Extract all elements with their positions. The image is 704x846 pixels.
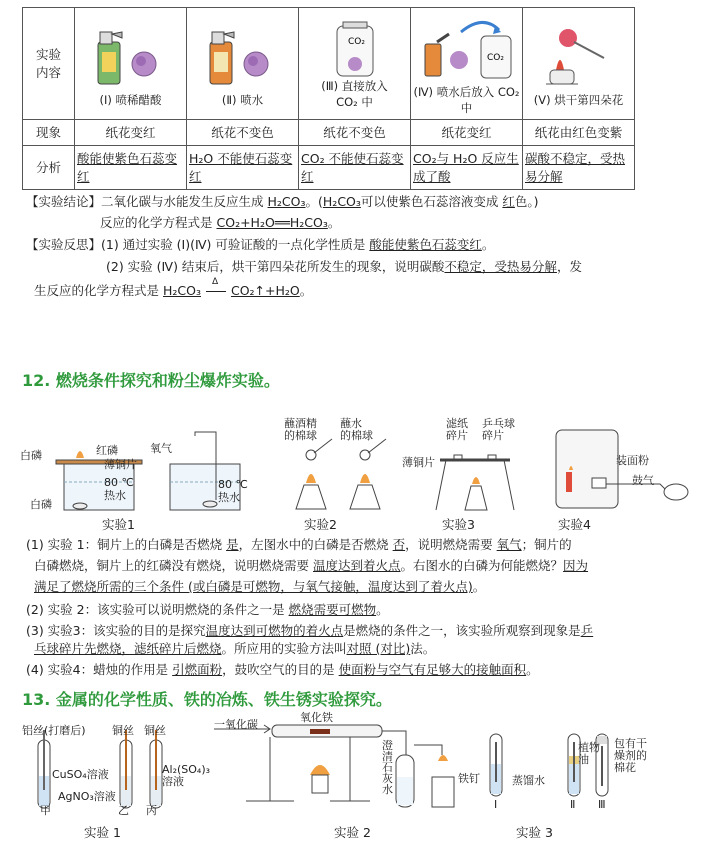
label-nail: 铁钉 — [458, 772, 480, 785]
text: 。所应用的实验方法叫 — [221, 641, 347, 656]
text: 可以使紫色石蕊溶液变成 — [360, 194, 499, 209]
text: 法。 — [410, 641, 436, 656]
q1-line-2 — [34, 557, 588, 575]
answer-blank: 氧气 — [496, 537, 522, 552]
exp-cell-3 — [299, 8, 411, 120]
answer-blank: 温度达到可燃物的着火点 — [205, 623, 344, 638]
exp-4-caption: (Ⅳ) 喷水后放入 CO₂ 中 — [413, 84, 520, 115]
bottle-label-2: CO₂ — [486, 52, 504, 63]
phenomenon-3: 纸花不变色 — [299, 120, 411, 146]
answer-blank: H₂CO₃ — [267, 194, 306, 209]
label-alcohol-cotton: 蘸酒精 的棉球 — [284, 417, 317, 442]
phenomenon-4: 纸花变红 — [411, 120, 523, 146]
exp-label-2: 实验2 — [304, 517, 337, 532]
text: (2) 实验 (Ⅳ) 结束后，烘干第四朵花所发生的现象，说明碳酸 — [106, 259, 445, 274]
q3-line-1 — [26, 622, 593, 640]
phenomenon-2: 纸花不变色 — [187, 120, 299, 146]
text: 。右图水的白磷为何能燃烧？ — [400, 558, 564, 573]
q4-line — [26, 661, 539, 679]
answer-blank: CO₂+H₂O══H₂CO₃ — [216, 215, 328, 230]
reflection-line-2 — [106, 258, 582, 276]
analysis-5: 碳酸不稳定，受热易分解 — [523, 146, 635, 190]
phenomenon-5: 纸花由红色变紫 — [523, 120, 635, 146]
dry-flower-figure — [534, 22, 624, 92]
combustion-exp1-figure — [20, 430, 260, 520]
label-blow: 鼓气 — [632, 474, 654, 487]
text: 。 — [299, 283, 313, 298]
reflection-tag: 【实验反思】 — [26, 237, 102, 252]
label-dry-cotton: 包有干 燥剂的 棉花 — [614, 737, 647, 774]
text: 反应的化学方程式是 — [100, 215, 213, 230]
analysis-2: H₂O 不能使石蕊变红 — [187, 146, 299, 190]
bottle-label-1: CO₂ — [347, 36, 365, 47]
text: ，说明燃烧需要 — [405, 537, 493, 552]
label-cu-wire-1: 铜丝 — [112, 724, 134, 737]
combustion-exp3-figure — [410, 430, 530, 515]
answer-blank: CO₂↑+H₂O — [230, 283, 300, 298]
label-distilled-water: 蒸馏水 — [512, 774, 545, 787]
label-copper-2: 薄铜片 — [402, 456, 435, 469]
table-row — [23, 8, 635, 120]
table-row — [23, 146, 635, 190]
answer-blank: 因为 — [563, 558, 589, 573]
text: 。 — [376, 602, 389, 617]
answer-blank: 使面粉与空气有足够大的接触面积 — [338, 662, 527, 677]
text: (3) 实验3：该实验的目的是探究 — [26, 623, 206, 638]
text: 。( — [305, 194, 323, 209]
delta-symbol: Δ — [211, 277, 219, 287]
label-water-cotton: 蘸水 的棉球 — [340, 417, 373, 442]
answer-blank: 燃烧需要可燃物 — [288, 602, 377, 617]
answer-blank: 温度达到着火点 — [313, 558, 401, 573]
heat-arrow — [205, 277, 227, 300]
label-copper: 薄铜片 — [104, 458, 137, 471]
label-filter-paper: 滤纸 碎片 — [446, 417, 468, 442]
label-fe2o3: 氧化铁 — [300, 711, 333, 724]
answer-blank: 红 — [502, 194, 515, 209]
answer-blank: 满足了燃烧所需的三个条件 (或白磷是可燃物，与氧气接触，温度达到了着火点) — [34, 579, 473, 594]
text: (1) 通过实验 (Ⅰ)(Ⅳ) 可验证酸的一点化学性质是 — [101, 237, 366, 252]
label-hot-water-2: 80 ℃ 热水 — [218, 478, 248, 504]
exp-3-caption-1: (Ⅲ) 直接放入 — [321, 78, 388, 93]
section-12-heading: 12. 燃烧条件探究和粉尘爆炸实验。 — [22, 371, 280, 390]
exp13-label-1: 实验 1 — [84, 825, 121, 840]
text: (4) 实验4：蜡烛的作用是 — [26, 662, 169, 677]
exp-1-caption: (Ⅰ) 喷稀醋酸 — [99, 92, 162, 107]
label-tube-1: Ⅰ — [494, 798, 498, 811]
label-al2so43: Al₂(SO₄)₃ 溶液 — [162, 763, 211, 788]
answer-blank: 乒 — [580, 623, 594, 638]
exp-5-caption: (Ⅴ) 烘干第四朵花 — [533, 92, 624, 107]
analysis-1: 酸能使紫色石蕊变红 — [75, 146, 187, 190]
answer-blank: 乓球碎片先燃烧，滤纸碎片后燃烧 — [34, 641, 222, 656]
label-pingpong: 乒乓球 碎片 — [482, 417, 515, 442]
reflection-line-1 — [26, 236, 494, 254]
text: ，发 — [556, 259, 582, 274]
text: 。 — [327, 215, 341, 230]
table-row — [23, 120, 635, 146]
label-white-p-bottom: 白磷 — [30, 498, 52, 511]
text: 生反应的化学方程式是 — [34, 283, 160, 298]
label-agno3: AgNO₃溶液 — [58, 790, 116, 803]
q2-line — [26, 601, 389, 619]
text: 二氧化碳与水能发生反应生成 — [101, 194, 264, 209]
label-hot-water-1: 80 ℃ 热水 — [104, 476, 134, 502]
answer-blank: 酸能使紫色石蕊变红 — [369, 237, 482, 252]
row-label-analysis: 分析 — [23, 146, 75, 190]
row-label-phenomenon: 现象 — [23, 120, 75, 146]
answer-blank: 不稳定，受热易分解 — [444, 259, 557, 274]
reflection-line-3 — [34, 277, 313, 300]
text: ，左图水中的白磷是否燃烧 — [238, 537, 389, 552]
label-oxygen: 氧气 — [150, 442, 172, 455]
co2-bottle-figure — [310, 20, 400, 78]
row-label-content: 实验 内容 — [23, 8, 75, 120]
phenomenon-1: 纸花变红 — [75, 120, 187, 146]
exp-cell-2 — [187, 8, 299, 120]
label-jia: 甲 — [40, 804, 51, 817]
label-red-p: 红磷 — [96, 444, 118, 457]
spray-water-figure — [198, 22, 288, 92]
text: 。 — [472, 579, 486, 594]
label-white-p: 白磷 — [20, 449, 42, 462]
exp-cell-1 — [75, 8, 187, 120]
exp-2-caption: (Ⅱ) 喷水 — [221, 92, 264, 107]
label-flour: 装面粉 — [616, 454, 649, 467]
text: 。 — [526, 662, 539, 677]
exp-label-1: 实验1 — [102, 517, 135, 532]
text: ；铜片的 — [521, 537, 572, 552]
q3-line-2 — [34, 640, 435, 658]
label-tube-3: Ⅲ — [598, 798, 606, 811]
conclusion-tag: 【实验结论】 — [26, 194, 102, 209]
conclusion-line — [26, 193, 539, 211]
conclusion-equation-line — [100, 214, 340, 232]
label-cuso4: CuSO₄溶液 — [52, 768, 109, 781]
exp-3-caption-2: CO₂ 中 — [336, 94, 373, 109]
q1-line-1 — [26, 536, 572, 554]
text: 。 — [481, 237, 495, 252]
answer-blank: H₂CO₃ — [322, 194, 361, 209]
text: 是燃烧的条件之一，该实验所观察到现象是 — [343, 623, 581, 638]
answer-blank: H₂CO₃ — [163, 283, 201, 298]
label-al-wire: 铝丝(打磨后) — [22, 724, 86, 737]
answer-blank: 否 — [392, 537, 406, 552]
spray-then-co2-figure — [417, 14, 517, 84]
q1-line-3 — [34, 578, 485, 596]
analysis-4: CO₂与 H₂O 反应生成了酸 — [411, 146, 523, 190]
label-cu-wire-2: 铜丝 — [144, 724, 166, 737]
answer-blank: 是 — [226, 537, 239, 552]
label-bing: 丙 — [146, 804, 157, 817]
label-tube-2: Ⅱ — [570, 798, 576, 811]
exp-cell-4 — [411, 8, 523, 120]
label-limewater: 澄 清 石 灰 水 — [382, 739, 393, 796]
label-co: 一氧化碳 — [214, 718, 258, 731]
answer-blank: 引燃面粉 — [172, 662, 223, 677]
exp13-label-2: 实验 2 — [334, 825, 371, 840]
experiment-table — [22, 7, 635, 190]
exp-label-3: 实验3 — [442, 517, 475, 532]
label-yi: 乙 — [118, 804, 129, 817]
text: ，鼓吹空气的目的是 — [222, 662, 335, 677]
analysis-3: CO₂ 不能使石蕊变红 — [299, 146, 411, 190]
section-13-heading: 13. 金属的化学性质、铁的冶炼、铁生锈实验探究。 — [22, 690, 392, 709]
spray-vinegar-figure — [86, 22, 176, 92]
exp-cell-5 — [523, 8, 635, 120]
answer-blank: 对照 (对比) — [346, 641, 411, 656]
text: (2) 实验 2：该实验可以说明燃烧的条件之一是 — [26, 602, 285, 617]
label-plant-oil: 植物 油 — [578, 741, 600, 766]
text: (1) 实验 1：铜片上的白磷是否燃烧 — [26, 537, 223, 552]
text: 白磷燃烧，铜片上的红磷没有燃烧，说明燃烧需要 — [34, 558, 310, 573]
exp13-label-3: 实验 3 — [516, 825, 553, 840]
exp-label-4: 实验4 — [558, 517, 591, 532]
text: 色。) — [514, 194, 539, 209]
